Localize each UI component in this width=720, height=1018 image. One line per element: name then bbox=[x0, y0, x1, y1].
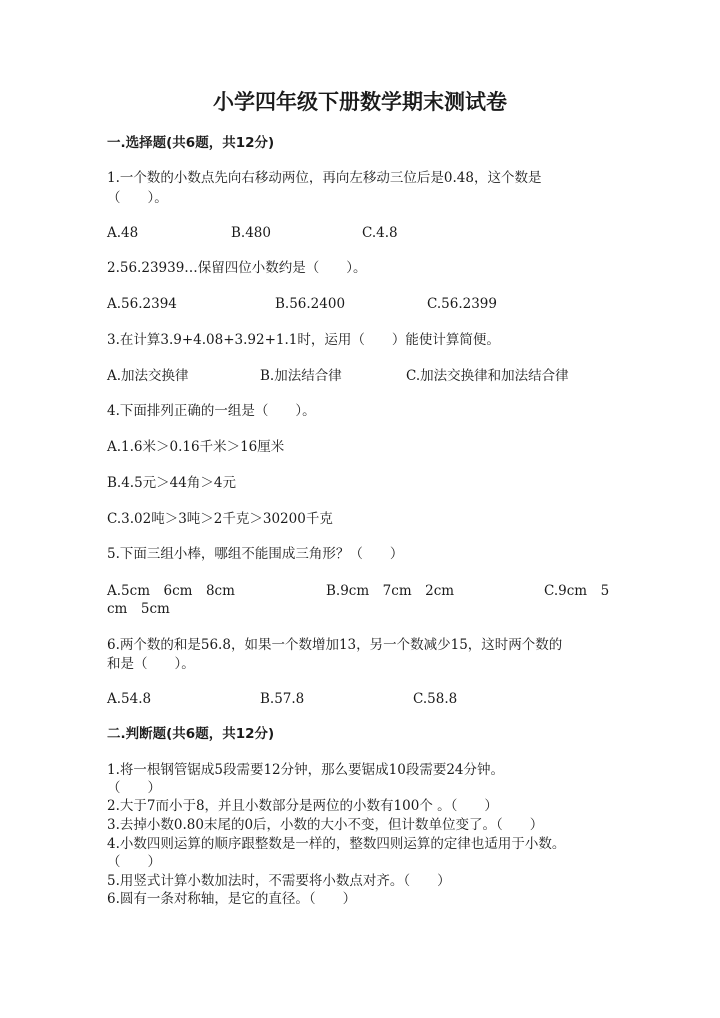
q6-option-a: A.54.8 bbox=[107, 691, 152, 707]
q3-option-c: C.加法交换律和加法结合律 bbox=[406, 368, 569, 384]
judge-3: 3.去掉小数0.80末尾的0后，小数的大小不变，但计数单位变了。（ ） bbox=[107, 817, 544, 833]
q4-option-c: C.3.02吨＞3吨＞2千克＞30200千克 bbox=[107, 511, 333, 527]
q1-option-c: C.4.8 bbox=[362, 225, 398, 241]
q2-option-c: C.56.2399 bbox=[427, 296, 497, 312]
q3-option-a: A.加法交换律 bbox=[107, 368, 189, 384]
judge-5: 5.用竖式计算小数加法时，不需要将小数点对齐。（ ） bbox=[107, 873, 451, 889]
q5-option-c-line2: cm 5cm bbox=[107, 601, 170, 617]
section2-heading: 二.判断题(共6题，共12分) bbox=[107, 726, 275, 742]
judge-1-line1: 1.将一根钢管锯成5段需要12分钟，那么要锯成10段需要24分钟。 bbox=[107, 762, 505, 778]
q2-text: 2.56.23939…保留四位小数约是（ ）。 bbox=[107, 260, 367, 276]
q5-text: 5.下面三组小棒，哪组不能围成三角形？（ ） bbox=[107, 546, 404, 562]
q2-option-a: A.56.2394 bbox=[107, 296, 177, 312]
q2-option-b: B.56.2400 bbox=[275, 296, 346, 312]
section1-heading: 一.选择题(共6题，共12分) bbox=[107, 135, 275, 151]
q5-option-c-line1: C.9cm 5 bbox=[544, 583, 610, 599]
q6-text-line2: 和是（ ）。 bbox=[107, 656, 195, 672]
q6-text-line1: 6.两个数的和是56.8，如果一个数增加13，另一个数减少15，这时两个数的 bbox=[107, 637, 563, 653]
judge-4-line1: 4.小数四则运算的顺序跟整数是一样的，整数四则运算的定律也适用于小数。 bbox=[107, 836, 566, 852]
q5-option-a: A.5cm 6cm 8cm bbox=[107, 583, 235, 599]
q6-option-b: B.57.8 bbox=[260, 691, 305, 707]
page-title: 小学四年级下册数学期末测试卷 bbox=[213, 90, 507, 114]
q5-option-b: B.9cm 7cm 2cm bbox=[326, 583, 455, 599]
q3-text: 3.在计算3.9+4.08+3.92+1.1时，运用（ ）能使计算简便。 bbox=[107, 332, 500, 348]
q3-option-b: B.加法结合律 bbox=[260, 368, 342, 384]
judge-2: 2.大于7而小于8，并且小数部分是两位的小数有100个 。（ ） bbox=[107, 798, 498, 814]
q6-option-c: C.58.8 bbox=[413, 691, 458, 707]
q1-text-line1: 1.一个数的小数点先向右移动两位，再向左移动三位后是0.48，这个数是 bbox=[107, 170, 542, 186]
judge-6: 6.圆有一条对称轴，是它的直径。（ ） bbox=[107, 891, 357, 907]
judge-4-line2: （ ） bbox=[107, 854, 161, 870]
judge-1-line2: （ ） bbox=[107, 780, 161, 796]
q1-text-line2: （ ）。 bbox=[107, 190, 168, 206]
q1-option-a: A.48 bbox=[107, 225, 139, 241]
q4-option-a: A.1.6米＞0.16千米＞16厘米 bbox=[107, 439, 285, 455]
q4-option-b: B.4.5元＞44角＞4元 bbox=[107, 475, 236, 491]
q1-option-b: B.480 bbox=[231, 225, 271, 241]
q4-text: 4.下面排列正确的一组是（ ）。 bbox=[107, 403, 316, 419]
